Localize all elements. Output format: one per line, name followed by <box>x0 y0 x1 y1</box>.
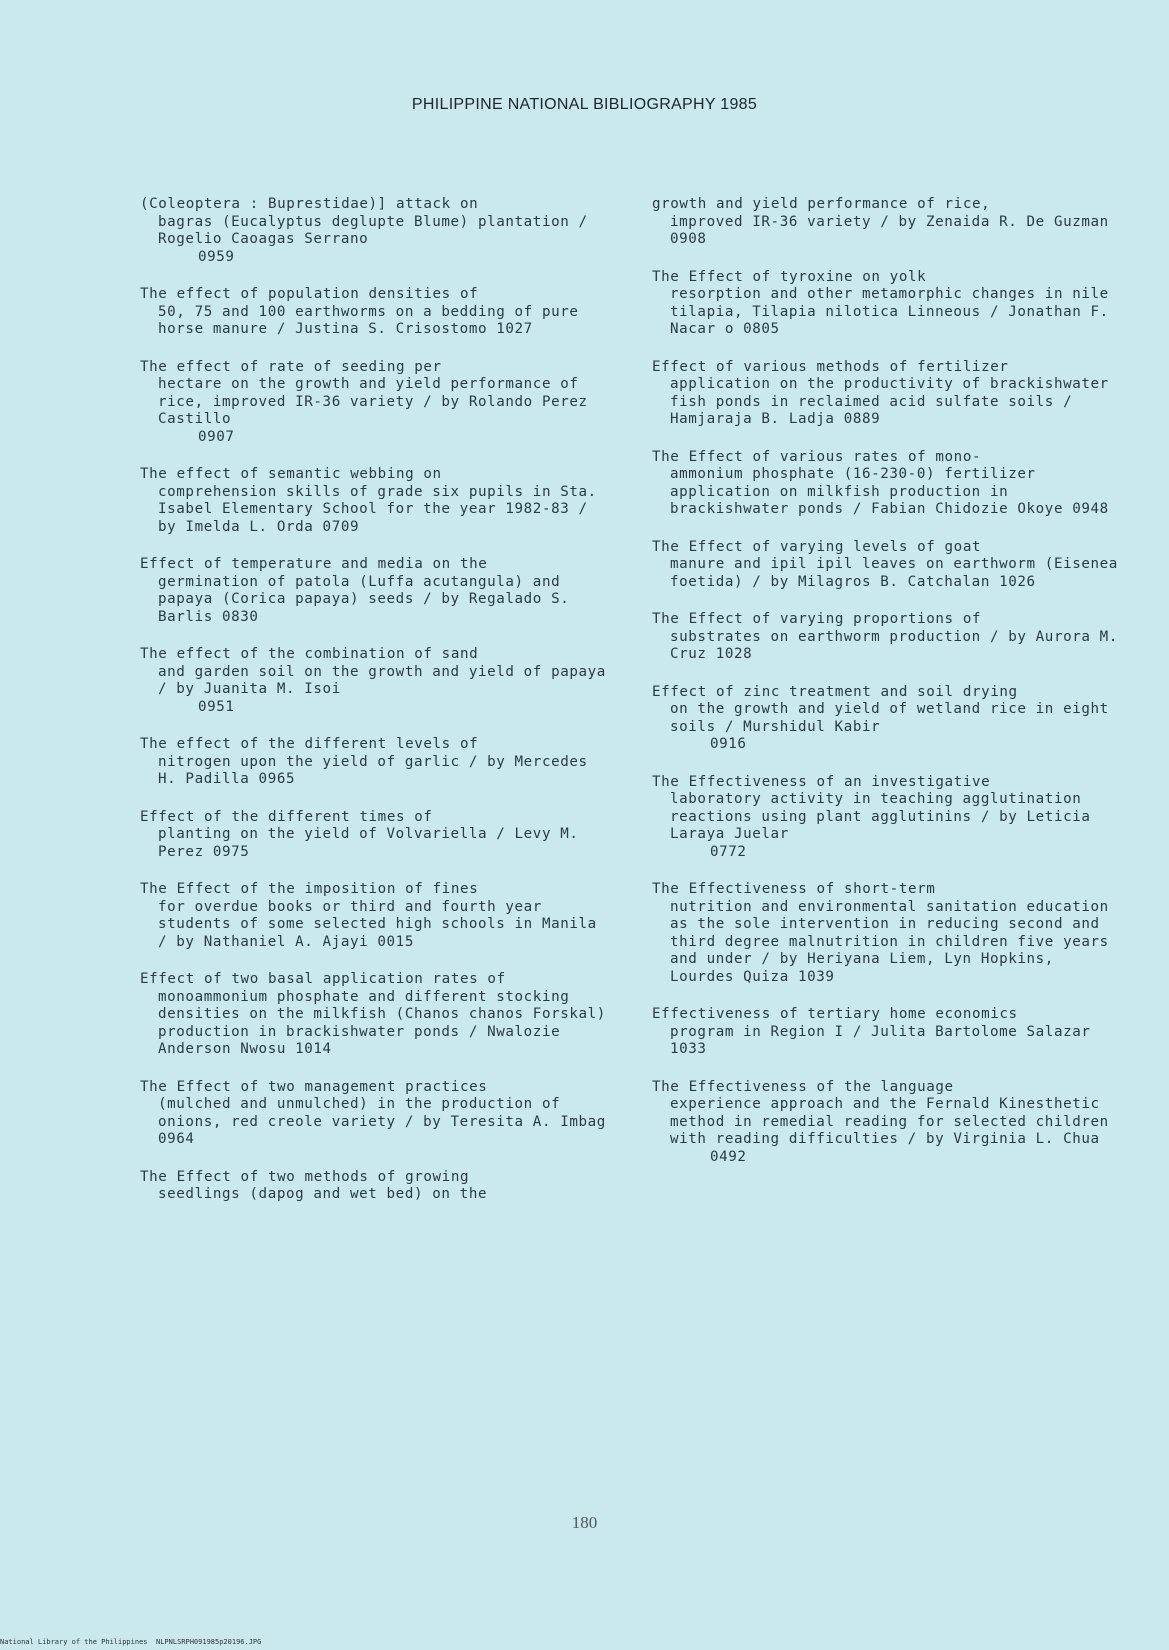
entry-continuation: resorption and other metamorphic changes in nile tilapia, Tilapia nilotica Linneous / Jonathan F. Nacar o 0805 <box>670 286 1109 337</box>
bibliography-entry <box>140 286 610 339</box>
entry-number: 0907 <box>198 428 235 445</box>
bibliography-entry <box>652 611 1122 664</box>
bibliography-entry <box>140 466 610 536</box>
bibliography-entry <box>140 971 610 1059</box>
bibliography-entry <box>652 684 1122 754</box>
entry-first-line: (Coleoptera : Buprestidae)] attack on <box>140 196 479 212</box>
entry-first-line: Effect of the different times of <box>140 808 433 825</box>
bibliography-entry <box>140 881 610 951</box>
bibliography-entry <box>140 359 610 447</box>
entry-first-line: The effect of rate of seeding per <box>140 358 442 375</box>
entry-continuation: manure and ipil ipil leaves on earthworm (Eisenea foetida) / by Milagros B. Catchalan 1026 <box>670 556 1118 590</box>
footer-file: NLPNLSRPH091985p20196.JPG <box>156 1638 262 1646</box>
entry-continuation: nutrition and environmental sanitation education as the sole intervention in reducing second and third degree malnutrition in children five years and under / by Heriyana Liem, Lyn Hopkins, Lourdes Quiza 1039 <box>670 898 1109 985</box>
bibliography-entry <box>140 1169 610 1204</box>
entry-continuation: (mulched and unmulched) in the production of onions, red creole variety / by Teresita A. Imbag 0964 <box>158 1096 606 1147</box>
entry-continuation: for overdue books or third and fourth year students of some selected high schools in Manila / by Nathaniel A. Ajayi 0015 <box>158 898 597 950</box>
bibliography-entry <box>652 539 1122 592</box>
entry-continuation: planting on the yield of Volvariella / Levy M. Perez 0975 <box>158 826 579 860</box>
entry-continuation: comprehension skills of grade six pupils in Sta. Isabel Elementary School for the year 1982-83 / by Imelda L. Orda 0709 <box>158 483 597 535</box>
entry-continuation: nitrogen upon the yield of garlic / by Mercedes H. Padilla 0965 <box>158 753 588 787</box>
left-column <box>140 196 610 1224</box>
entry-continuation: hectare on the growth and yield performance of rice, improved IR-36 variety / by Rolando Perez Castillo <box>158 376 588 427</box>
entry-continuation: application on the productivity of brackishwater fish ponds in reclaimed acid sulfate soils / Hamjaraja B. Ladja 0889 <box>670 376 1109 427</box>
bibliography-entry <box>140 556 610 626</box>
entry-continuation: 50, 75 and 100 earthworms on a bedding of pure horse manure / Justina S. Crisostomo 1027 <box>158 303 579 337</box>
bibliography-entry <box>652 449 1122 519</box>
entry-first-line: The effect of the different levels of <box>140 736 479 752</box>
bibliography-entry <box>652 774 1122 862</box>
bibliography-entry <box>652 1079 1122 1167</box>
entry-first-line: The effect of population densities of <box>140 286 479 302</box>
bibliography-entry <box>140 736 610 789</box>
entry-continuation: substrates on earthworm production / by Aurora M. Cruz 1028 <box>670 628 1118 662</box>
bibliography-entry <box>140 809 610 862</box>
entry-first-line: The Effect of varying proportions of <box>652 611 982 627</box>
entry-continuation: on the growth and yield of wetland rice in eight soils / Murshidul Kabir <box>670 701 1109 735</box>
entry-first-line: The Effect of tyroxine on yolk <box>652 268 927 285</box>
entry-continuation: and garden soil on the growth and yield of papaya / by Juanita M. Isoi <box>158 663 606 697</box>
entry-continuation: laboratory activity in teaching agglutination reactions using plant agglutinins / by Leticia Laraya Juelar <box>670 791 1091 842</box>
entry-continuation: germination of patola (Luffa acutangula) and papaya (Corica papaya) seeds / by Regalado S. Barlis 0830 <box>158 573 570 625</box>
bibliography-entry <box>140 1079 610 1149</box>
entry-first-line: The Effect of two methods of growing <box>140 1168 470 1185</box>
bibliography-entry <box>652 1006 1122 1059</box>
entry-first-line: Effect of temperature and media on the <box>140 556 488 572</box>
page-number: 180 <box>571 1513 598 1532</box>
entry-continuation: program in Region I / Julita Bartolome Salazar 1033 <box>670 1023 1091 1057</box>
entry-first-line: The Effect of various rates of mono- <box>652 448 982 465</box>
entry-first-line: The effect of the combination of sand <box>140 646 479 662</box>
entry-continuation: ammonium phosphate (16-230-0) fertilizer application on milkfish production in brackishwater ponds / Fabian Chidozie Okoye 0948 <box>670 466 1109 517</box>
bibliography-entry <box>652 881 1122 986</box>
bibliography-entry <box>652 269 1122 339</box>
entry-continuation: monoammonium phosphate and different stocking densities on the milkfish (Chanos chanos Forskal) production in brackishwater ponds / Nwalozie Anderson Nwosu 1014 <box>158 988 606 1057</box>
bibliography-entry <box>652 359 1122 429</box>
entry-first-line: The Effectiveness of an investigative <box>652 773 991 790</box>
entry-first-line: Effect of zinc treatment and soil drying <box>652 683 1018 700</box>
entry-first-line: Effect of two basal application rates of <box>140 971 506 987</box>
entry-number: 0916 <box>710 736 747 752</box>
entry-number: 0951 <box>198 698 235 715</box>
page-header: PHILIPPINE NATIONAL BIBLIOGRAPHY 1985 <box>411 96 758 113</box>
entry-first-line: growth and yield performance of rice, <box>652 196 991 212</box>
entry-first-line: The Effectiveness of the language <box>652 1078 954 1095</box>
entry-first-line: The Effect of varying levels of goat <box>652 538 982 555</box>
bibliography-entry <box>652 196 1122 249</box>
entry-first-line: The Effect of the imposition of fines <box>140 881 479 897</box>
entry-first-line: Effectiveness of tertiary home economics <box>652 1006 1018 1022</box>
entry-number: 0492 <box>710 1148 747 1165</box>
entry-first-line: The Effect of two management practices <box>140 1078 488 1095</box>
entry-continuation: experience approach and the Fernald Kinesthetic method in remedial reading for selected children with reading difficulties / by Virginia L. Chua <box>670 1096 1109 1147</box>
bibliography-entry <box>140 646 610 716</box>
footer-credit: National Library of the Philippines <box>0 1638 148 1646</box>
entry-first-line: Effect of various methods of fertilizer <box>652 358 1009 375</box>
entry-continuation: improved IR-36 variety / by Zenaida R. De Guzman 0908 <box>670 213 1109 247</box>
right-column <box>652 196 1122 1186</box>
entry-continuation: bagras (Eucalyptus deglupte Blume) plantation / Rogelio Caoagas Serrano <box>158 213 588 247</box>
entry-number: 0772 <box>710 843 747 860</box>
entry-first-line: The Effectiveness of short-term <box>652 881 936 897</box>
bibliography-entry <box>140 196 610 266</box>
entry-continuation: seedlings (dapog and wet bed) on the <box>158 1186 488 1202</box>
entry-first-line: The effect of semantic webbing on <box>140 466 442 482</box>
entry-number: 0959 <box>198 248 235 265</box>
